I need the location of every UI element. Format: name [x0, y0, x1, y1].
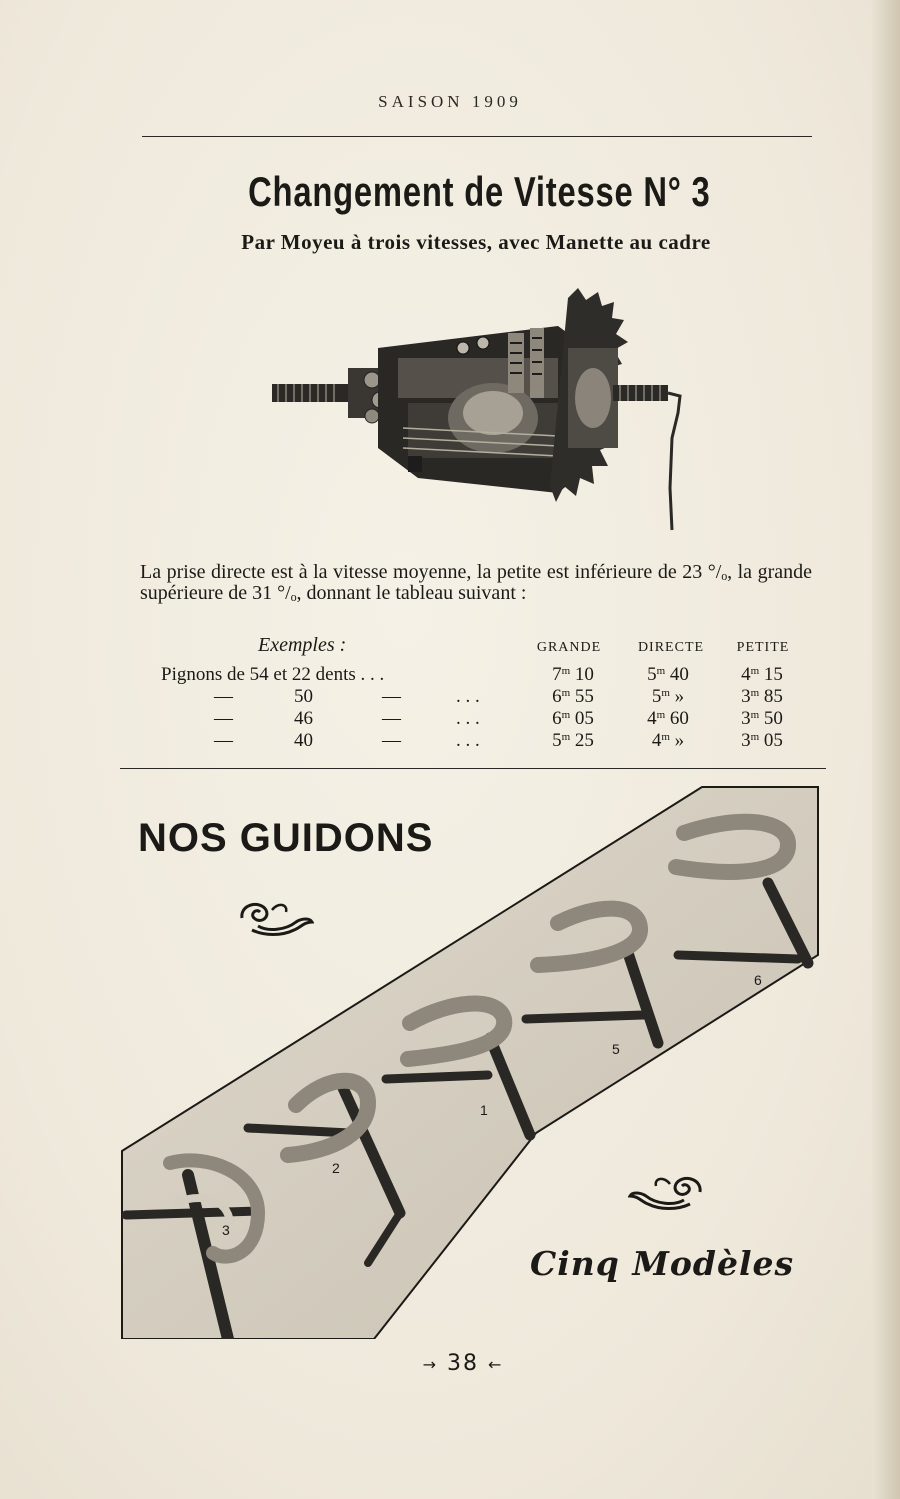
table-row-dots: . . .: [456, 730, 480, 751]
section-title: Changement de Vitesse N° 3: [248, 168, 711, 215]
book-spine-shadow: [872, 0, 900, 1499]
header-rule: [142, 136, 812, 137]
photo-label-5: 5: [612, 1041, 620, 1057]
table-cell-grande: 6$^m$ 05: [552, 708, 594, 729]
photo-label-2: 2: [332, 1160, 340, 1176]
table-row-number: 40: [294, 730, 313, 751]
table-cell-directe: 5$^m$ »: [651, 686, 685, 707]
table-cell-petite: 3$^m$ 50: [741, 708, 783, 729]
table-row-dash: —: [382, 686, 401, 707]
table-row-dash: —: [214, 730, 233, 751]
table-row-dash: —: [214, 686, 233, 707]
table-row-dash: —: [382, 708, 401, 729]
column-header-directe: DIRECTE: [637, 640, 705, 655]
table-cell-petite: 3$^m$ 85: [741, 686, 783, 707]
guidons-caption: Cinq Modèles: [530, 1244, 795, 1283]
photo-label-6: 6: [754, 972, 762, 988]
table-cell-grande: 6$^m$ 55: [552, 686, 594, 707]
table-row-number: 50: [294, 686, 313, 707]
page-number-value: 38: [447, 1351, 479, 1376]
flourish-ornament-icon: [628, 1172, 704, 1214]
table-cell-directe: 5$^m$ 40: [647, 664, 689, 685]
table-cell-petite: 4$^m$ 15: [741, 664, 783, 685]
table-cell-grande: 5$^m$ 25: [552, 730, 594, 751]
hub-gear-illustration: [268, 288, 688, 538]
page-number-right-mark: ←: [488, 1355, 504, 1374]
examples-label: Exemples :: [258, 634, 347, 656]
photo-label-1: 1: [480, 1102, 488, 1118]
guidons-title: NOS GUIDONS: [138, 816, 434, 860]
photo-label-3: 3: [222, 1222, 230, 1238]
page-number: [0, 1351, 900, 1376]
running-header: SAISON 1909: [378, 92, 522, 111]
column-header-petite: PETITE: [736, 640, 790, 655]
table-row-number: 46: [294, 708, 313, 729]
section-subtitle: Par Moyeu à trois vitesses, avec Manette au cadre: [241, 230, 711, 254]
description-paragraph: La prise directe est à la vitesse moyenne, la petite est inférieure de 23 °/ₒ, la grande supérieure de 31 °/ₒ, donnant le tableau suivant :: [140, 561, 812, 604]
table-row-dots: . . .: [456, 686, 480, 707]
table-cell-grande: 7$^m$ 10: [552, 664, 594, 685]
table-row-label: Pignons de 54 et 22 dents . . .: [161, 664, 385, 685]
table-cell-petite: 3$^m$ 05: [741, 730, 783, 751]
table-cell-directe: 4$^m$ »: [651, 730, 685, 751]
page-number-left-mark: →: [422, 1355, 438, 1374]
table-row-dash: —: [382, 730, 401, 751]
table-row-dash: —: [214, 708, 233, 729]
table-cell-directe: 4$^m$ 60: [647, 708, 689, 729]
section-divider: [120, 768, 826, 769]
table-row-dots: . . .: [456, 708, 480, 729]
column-header-grande: GRANDE: [536, 640, 602, 655]
